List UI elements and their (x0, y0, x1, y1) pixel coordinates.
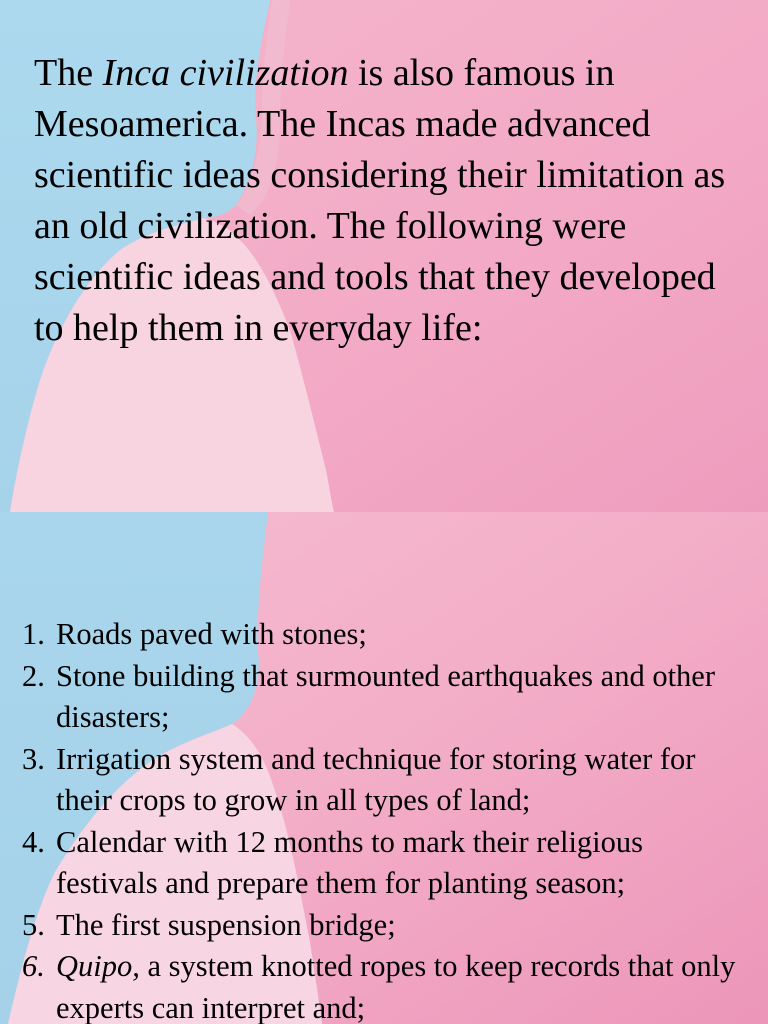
list-item (22, 739, 752, 822)
list-item (22, 822, 752, 905)
list-item-number: 5. (22, 907, 45, 942)
list-item-number: 2. (22, 658, 45, 693)
list-item (22, 614, 752, 656)
inca-civilization-term: Inca civilization (102, 52, 349, 94)
list-item-number: 4. (22, 824, 45, 859)
list-item-number: 3. (22, 741, 45, 776)
intro-paragraph: The Inca civilization is also famous in Mesoamerica. The Incas made advanced scientific ideas considering their limitation as an old civilization. The following were scientific ideas and tools that they developed to help them in everyday life: (34, 52, 726, 349)
list-item-number: 6. (22, 949, 45, 983)
list-item-text: Stone building that surmounted earthquakes and other disasters; (56, 658, 715, 734)
quipo-term: Quipo, (56, 949, 140, 983)
list-item-text: Roads paved with stones; (56, 617, 367, 651)
scientific-ideas-list (22, 614, 752, 1024)
list-item (22, 656, 752, 739)
slide-2 (0, 512, 768, 1024)
list-item-text: Irrigation system and technique for storing water for their crops to grow in all types of land; (56, 741, 696, 817)
list-item-text: Quipo, a system knotted ropes to keep records that only experts can interpret and; (56, 949, 736, 1024)
list-item-text: Calendar with 12 months to mark their religious festivals and prepare them for planting season; (56, 824, 644, 900)
list-item (22, 905, 752, 947)
list-item-text: The first suspension bridge; (56, 907, 396, 942)
list-item-number: 1. (22, 617, 45, 651)
list-item (22, 946, 752, 1024)
